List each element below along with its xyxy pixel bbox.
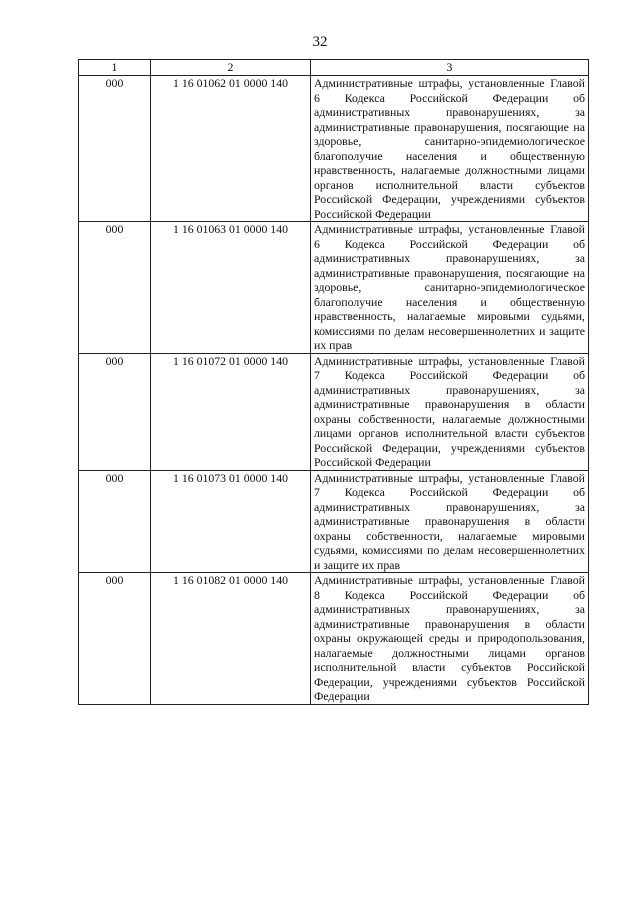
budget-classification-table: [78, 59, 589, 705]
table-header-row: [79, 60, 589, 76]
description-cell: Административные штрафы, установленные Главой 7 Кодекса Российской Федерации об административных правонарушениях, за административные правонарушения в области охраны собственности, налагаемые мировыми судьями, комиссиями по делам несовершеннолетних и защите их прав: [311, 470, 589, 573]
admin-code-cell: 000: [79, 222, 151, 354]
column-header-3: 3: [311, 60, 589, 76]
kbk-code-cell: 1 16 01072 01 0000 140: [151, 353, 311, 470]
description-cell: Административные штрафы, установленные Главой 6 Кодекса Российской Федерации об административных правонарушениях, за административные правонарушения, посягающие на здоровье, санитарно-эпидемиологическое благополучие населения и общественную нравственность, налагаемые мировыми судьями, комиссиями по делам несовершеннолетних и защите их прав: [311, 222, 589, 354]
table-row: [79, 353, 589, 470]
description-cell: Административные штрафы, установленные Главой 7 Кодекса Российской Федерации об административных правонарушениях, за административные правонарушения в области охраны собственности, налагаемые должностными лицами органов исполнительной власти субъектов Российской Федерации, учреждениями субъектов Российской Федерации: [311, 353, 589, 470]
table-row: [79, 470, 589, 573]
table-row: [79, 222, 589, 354]
table-row: [79, 573, 589, 705]
description-cell: Административные штрафы, установленные Главой 6 Кодекса Российской Федерации об административных правонарушениях, за административные правонарушения, посягающие на здоровье, санитарно-эпидемиологическое благополучие населения и общественную нравственность, налагаемые должностными лицами органов исполнительной власти субъектов Российской Федерации, учреждениями субъектов Российской Федерации: [311, 76, 589, 222]
kbk-code-cell: 1 16 01062 01 0000 140: [151, 76, 311, 222]
table-row: [79, 76, 589, 222]
column-header-1: 1: [79, 60, 151, 76]
column-header-2: 2: [151, 60, 311, 76]
admin-code-cell: 000: [79, 573, 151, 705]
kbk-code-cell: 1 16 01073 01 0000 140: [151, 470, 311, 573]
admin-code-cell: 000: [79, 353, 151, 470]
admin-code-cell: 000: [79, 470, 151, 573]
description-cell: Административные штрафы, установленные Главой 8 Кодекса Российской Федерации об административных правонарушениях, за административные правонарушения в области охраны окружающей среды и природопользования, налагаемые должностными лицами органов исполнительной власти субъектов Российской Федерации, учреждениями субъектов Российской Федерации: [311, 573, 589, 705]
kbk-code-cell: 1 16 01082 01 0000 140: [151, 573, 311, 705]
admin-code-cell: 000: [79, 76, 151, 222]
page-number: 32: [312, 34, 328, 50]
kbk-code-cell: 1 16 01063 01 0000 140: [151, 222, 311, 354]
